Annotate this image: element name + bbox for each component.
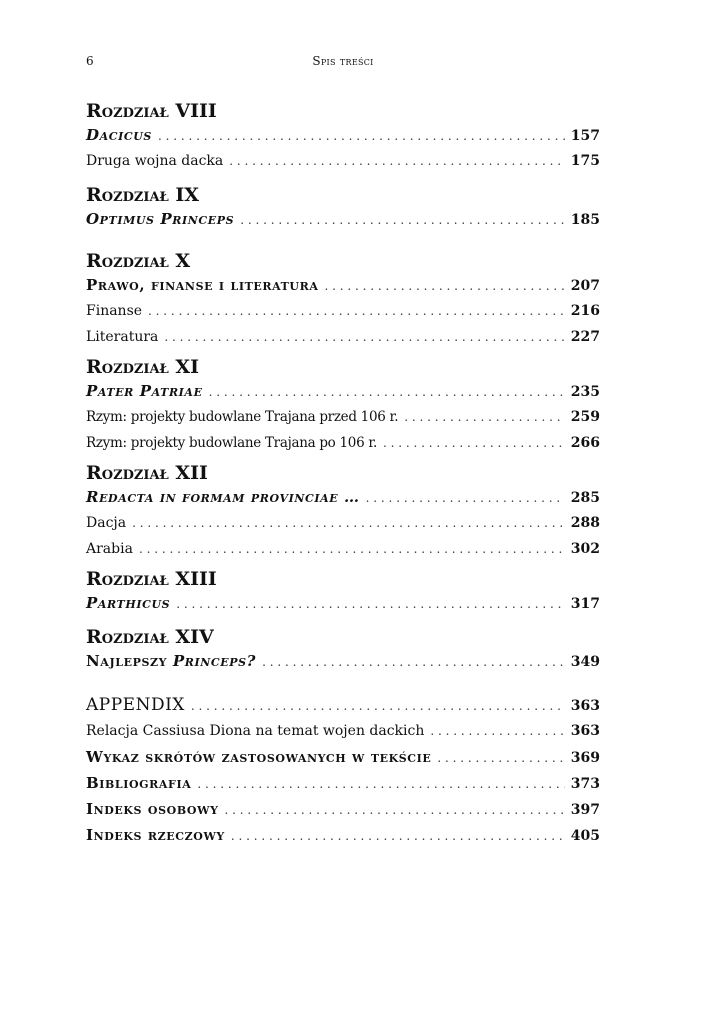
toc-entry-page: 207: [570, 278, 600, 294]
toc-entry[interactable]: [86, 324, 600, 350]
toc-entry-page: 369: [570, 750, 600, 766]
toc-entry[interactable]: [86, 796, 600, 822]
toc-entry-title: Bibliografia: [86, 774, 192, 792]
dot-leader: [229, 148, 565, 174]
toc-entry-title: Indeks rzeczowy: [86, 826, 225, 844]
toc-entry-page: 157: [570, 128, 600, 144]
dot-leader: [437, 745, 564, 771]
page-number: 6: [86, 54, 94, 68]
toc-entry[interactable]: [86, 404, 600, 430]
toc-entry-page: 175: [570, 153, 600, 169]
dot-leader: [262, 649, 565, 675]
toc-entry[interactable]: [86, 378, 600, 404]
dot-leader: [132, 510, 565, 536]
dot-leader: [231, 823, 565, 849]
toc-entry[interactable]: [86, 148, 600, 174]
toc-entry-page: 363: [570, 723, 600, 739]
toc-entry[interactable]: [86, 744, 600, 770]
dot-leader: [430, 718, 564, 744]
toc-entry-title: Druga wojna dacka: [86, 153, 224, 169]
toc-entry-title: Pater Patriae: [86, 382, 203, 400]
toc-entry[interactable]: [86, 822, 600, 848]
toc-entry-page: 317: [570, 596, 600, 612]
dot-leader: [139, 536, 565, 562]
dot-leader: [158, 123, 565, 149]
dot-leader: [366, 485, 565, 511]
toc-entry[interactable]: [86, 206, 600, 232]
chapter-heading: Rozdział VIII: [86, 100, 217, 122]
toc-entry-page: 266: [570, 435, 600, 451]
toc-entry-page: 373: [570, 776, 600, 792]
toc-entry-page: 397: [570, 802, 600, 818]
toc-entry-title: Dacicus: [86, 126, 152, 144]
chapter-heading: Rozdział XIII: [86, 568, 217, 590]
dot-leader: [209, 379, 565, 405]
toc-entry-page: 285: [570, 490, 600, 506]
toc-entry-title: [86, 648, 256, 675]
toc-entry-title: Finanse: [86, 303, 143, 319]
toc-entry-title: Wykaz skrótów zastosowanych w tekście: [86, 748, 432, 766]
toc-entry[interactable]: [86, 590, 600, 616]
toc-entry-title: Rzym: projekty budowlane Trajana po 106 r.: [86, 435, 378, 451]
toc-entry[interactable]: [86, 272, 600, 298]
toc-entry-title: Redacta in formam provinciae …: [86, 488, 360, 506]
toc-entry-title: Literatura: [86, 329, 159, 345]
toc-entry-title: Prawo, finanse i literatura: [86, 276, 319, 294]
toc-entry-page: 405: [570, 828, 600, 844]
toc-entry[interactable]: [86, 770, 600, 796]
toc-entry-title: Dacja: [86, 515, 127, 531]
toc-entry-title: Rzym: projekty budowlane Trajana przed 106 r.: [86, 409, 399, 425]
toc-entry[interactable]: [86, 122, 600, 148]
dot-leader: [164, 324, 564, 350]
dot-leader: [324, 273, 564, 299]
running-header: [86, 52, 600, 70]
dot-leader: [176, 591, 565, 617]
chapter-heading: Rozdział IX: [86, 184, 200, 206]
toc-entry-title-part: Najlepszy: [86, 652, 173, 670]
dot-leader: [240, 207, 565, 233]
toc-entry[interactable]: [86, 536, 600, 562]
dot-leader: [404, 404, 565, 430]
toc-entry[interactable]: [86, 648, 600, 674]
toc-entry-page: 349: [570, 654, 600, 670]
toc-entry-page: 363: [570, 698, 600, 714]
chapter-heading: Rozdział XII: [86, 462, 208, 484]
toc-entry[interactable]: [86, 510, 600, 536]
toc-entry-title: Optimus Princeps: [86, 210, 235, 228]
toc-entry-page: 288: [570, 515, 600, 531]
running-title: Spis treści: [312, 54, 374, 68]
toc-entry[interactable]: [86, 430, 600, 456]
toc-entry-page: 259: [570, 409, 600, 425]
toc-entry-title: APPENDIX: [86, 695, 185, 715]
dot-leader: [197, 771, 564, 797]
chapter-heading: Rozdział XIV: [86, 626, 214, 648]
toc-entry-page: 185: [570, 212, 600, 228]
dot-leader: [148, 298, 565, 324]
dot-leader: [383, 430, 565, 456]
toc-entry[interactable]: [86, 692, 600, 718]
toc-entry-title: Parthicus: [86, 594, 171, 612]
toc-entry-title: Indeks osobowy: [86, 800, 219, 818]
toc-entry-page: 235: [570, 384, 600, 400]
toc-entry-page: 227: [570, 329, 600, 345]
toc-entry-page: 302: [570, 541, 600, 557]
toc-entry-title-part: Princeps?: [172, 652, 257, 670]
toc-entry-page: 216: [570, 303, 600, 319]
chapter-heading: Rozdział X: [86, 250, 191, 272]
table-of-contents: [86, 100, 600, 848]
toc-entry[interactable]: [86, 298, 600, 324]
chapter-heading: Rozdział XI: [86, 356, 200, 378]
toc-entry[interactable]: [86, 718, 600, 744]
toc-entry-title: Relacja Cassiusa Diona na temat wojen dackich: [86, 723, 425, 739]
toc-entry[interactable]: [86, 484, 600, 510]
dot-leader: [225, 797, 565, 823]
dot-leader: [191, 693, 565, 719]
toc-entry-title: Arabia: [86, 541, 133, 557]
